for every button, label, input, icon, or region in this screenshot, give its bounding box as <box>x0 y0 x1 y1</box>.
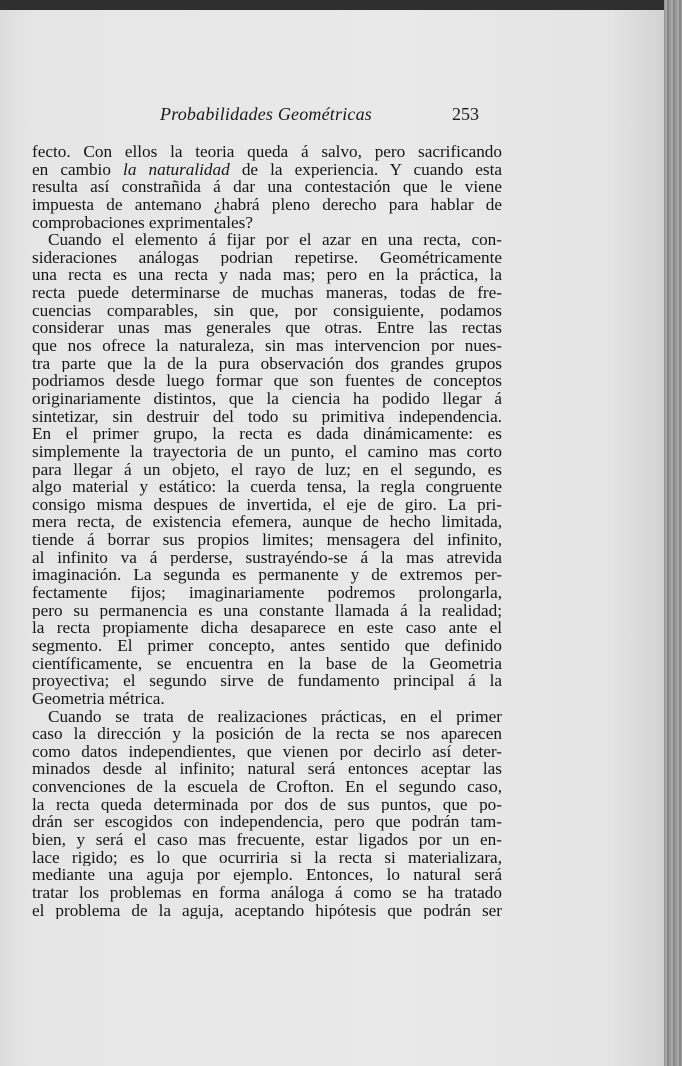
text-line: Cuando se trata de realizaciones prácticas, en el primer <box>48 707 502 726</box>
text-line: segmento. El primer concepto, antes sentido que definido <box>32 636 502 655</box>
text-line: fectamente fijos; imaginariamente podremos prolongarla, <box>32 584 502 602</box>
text-segment: de la experiencia. Y cuando esta <box>229 160 502 179</box>
italic-phrase: la naturalidad <box>123 160 230 179</box>
text-line: científicamente, se encuentra en la base de la Geometria <box>32 654 502 673</box>
page-number: 253 <box>452 104 479 124</box>
text-line: sintetizar, sin destruir del todo su primitiva independencia. <box>32 407 502 426</box>
text-line: considerar unas mas generales que otras. Entre las rectas <box>32 319 502 338</box>
text-line: En el primer grupo, la recta es dada dinámicamente: es <box>32 425 502 443</box>
running-title: Probabilidades Geométricas <box>160 104 373 124</box>
text-line: consigo misma despues de invertida, el eje de giro. La pri- <box>32 495 502 514</box>
text-line: tiende á borrar sus propios limites; mensagera del infinito, <box>32 531 502 549</box>
text-line: mediante una aguja por ejemplo. Entonces, lo natural será <box>32 866 502 884</box>
text-line: Cuando el elemento á fijar por el azar en una recta, con- <box>48 231 502 249</box>
text-line: para llegar á un objeto, el rayo de luz; en el segundo, es <box>32 460 502 479</box>
text-line: bien, y será el caso mas frecuente, estar ligados por un en- <box>32 830 502 849</box>
text-line: recta puede determinarse de muchas maneras, todas de fre- <box>32 284 502 302</box>
body-text <box>32 143 502 919</box>
text-line: sideraciones análogas podrian repetirse. Geométricamente <box>32 248 502 267</box>
text-line: proyectiva; el segundo sirve de fundamento principal á la <box>32 672 502 690</box>
text-line: al infinito va á perderse, sustrayéndo-se á la mas atrevida <box>32 548 502 567</box>
text-line <box>32 161 502 179</box>
text-line: el problema de la aguja, aceptando hipótesis que podrán ser <box>32 901 502 920</box>
text-line: caso la dirección y la posición de la recta se nos aparecen <box>32 725 502 743</box>
text-line: cuencias comparables, sin que, por consiguiente, podamos <box>32 301 502 320</box>
text-line: lace rigido; es lo que ocurriria si la recta si materializara, <box>32 848 502 867</box>
text-line: la recta propiamente dicha desaparece en este caso ante el <box>32 619 502 637</box>
text-line: fecto. Con ellos la teoria queda á salvo, pero sacrificando <box>32 143 502 161</box>
text-line: podriamos desde luego formar que son fuentes de conceptos <box>32 372 502 390</box>
text-line: tratar los problemas en forma análoga á como se ha tratado <box>32 883 502 902</box>
text-line: una recta es una recta y nada mas; pero en la práctica, la <box>32 266 502 285</box>
text-line: convenciones de la escuela de Crofton. En el segundo caso, <box>32 778 502 796</box>
page-edge <box>664 0 682 1066</box>
text-line: algo material y estático: la cuerda tensa, la regla congruente <box>32 478 502 496</box>
text-segment: en cambio <box>32 160 124 179</box>
book-page <box>0 10 664 1066</box>
text-line: como datos independientes, que vienen por decirlo así deter- <box>32 742 502 761</box>
text-line: que nos ofrece la naturaleza, sin mas intervencion por nues- <box>32 337 502 355</box>
text-line: minados desde al infinito; natural será entonces aceptar las <box>32 760 502 779</box>
text-line: la recta queda determinada por dos de sus puntos, que po- <box>32 795 502 814</box>
text-line: resulta así constrañida á dar una contestación que le viene <box>32 178 502 196</box>
text-line: mera recta, de existencia efemera, aunque de hecho limitada, <box>32 513 502 532</box>
text-line: simplemente la trayectoria de un punto, el camino mas corto <box>32 442 502 461</box>
text-line: tra parte que la de la pura observación dos grandes grupos <box>32 354 502 373</box>
text-line: imaginación. La segunda es permanente y de extremos per- <box>32 566 502 585</box>
text-line: drán ser escogidos con independencia, pero que podrán tam- <box>32 813 502 831</box>
text-line: impuesta de antemano ¿habrá pleno derecho para hablar de <box>32 195 502 214</box>
page-header <box>0 104 664 130</box>
text-line: comprobaciones exprimentales? <box>32 213 253 232</box>
text-line: originariamente distintos, que la ciencia ha podido llegar á <box>32 389 502 408</box>
text-line: pero su permanencia es una constante llamada á la realidad; <box>32 601 502 620</box>
text-line: Geometria métrica. <box>32 689 165 708</box>
